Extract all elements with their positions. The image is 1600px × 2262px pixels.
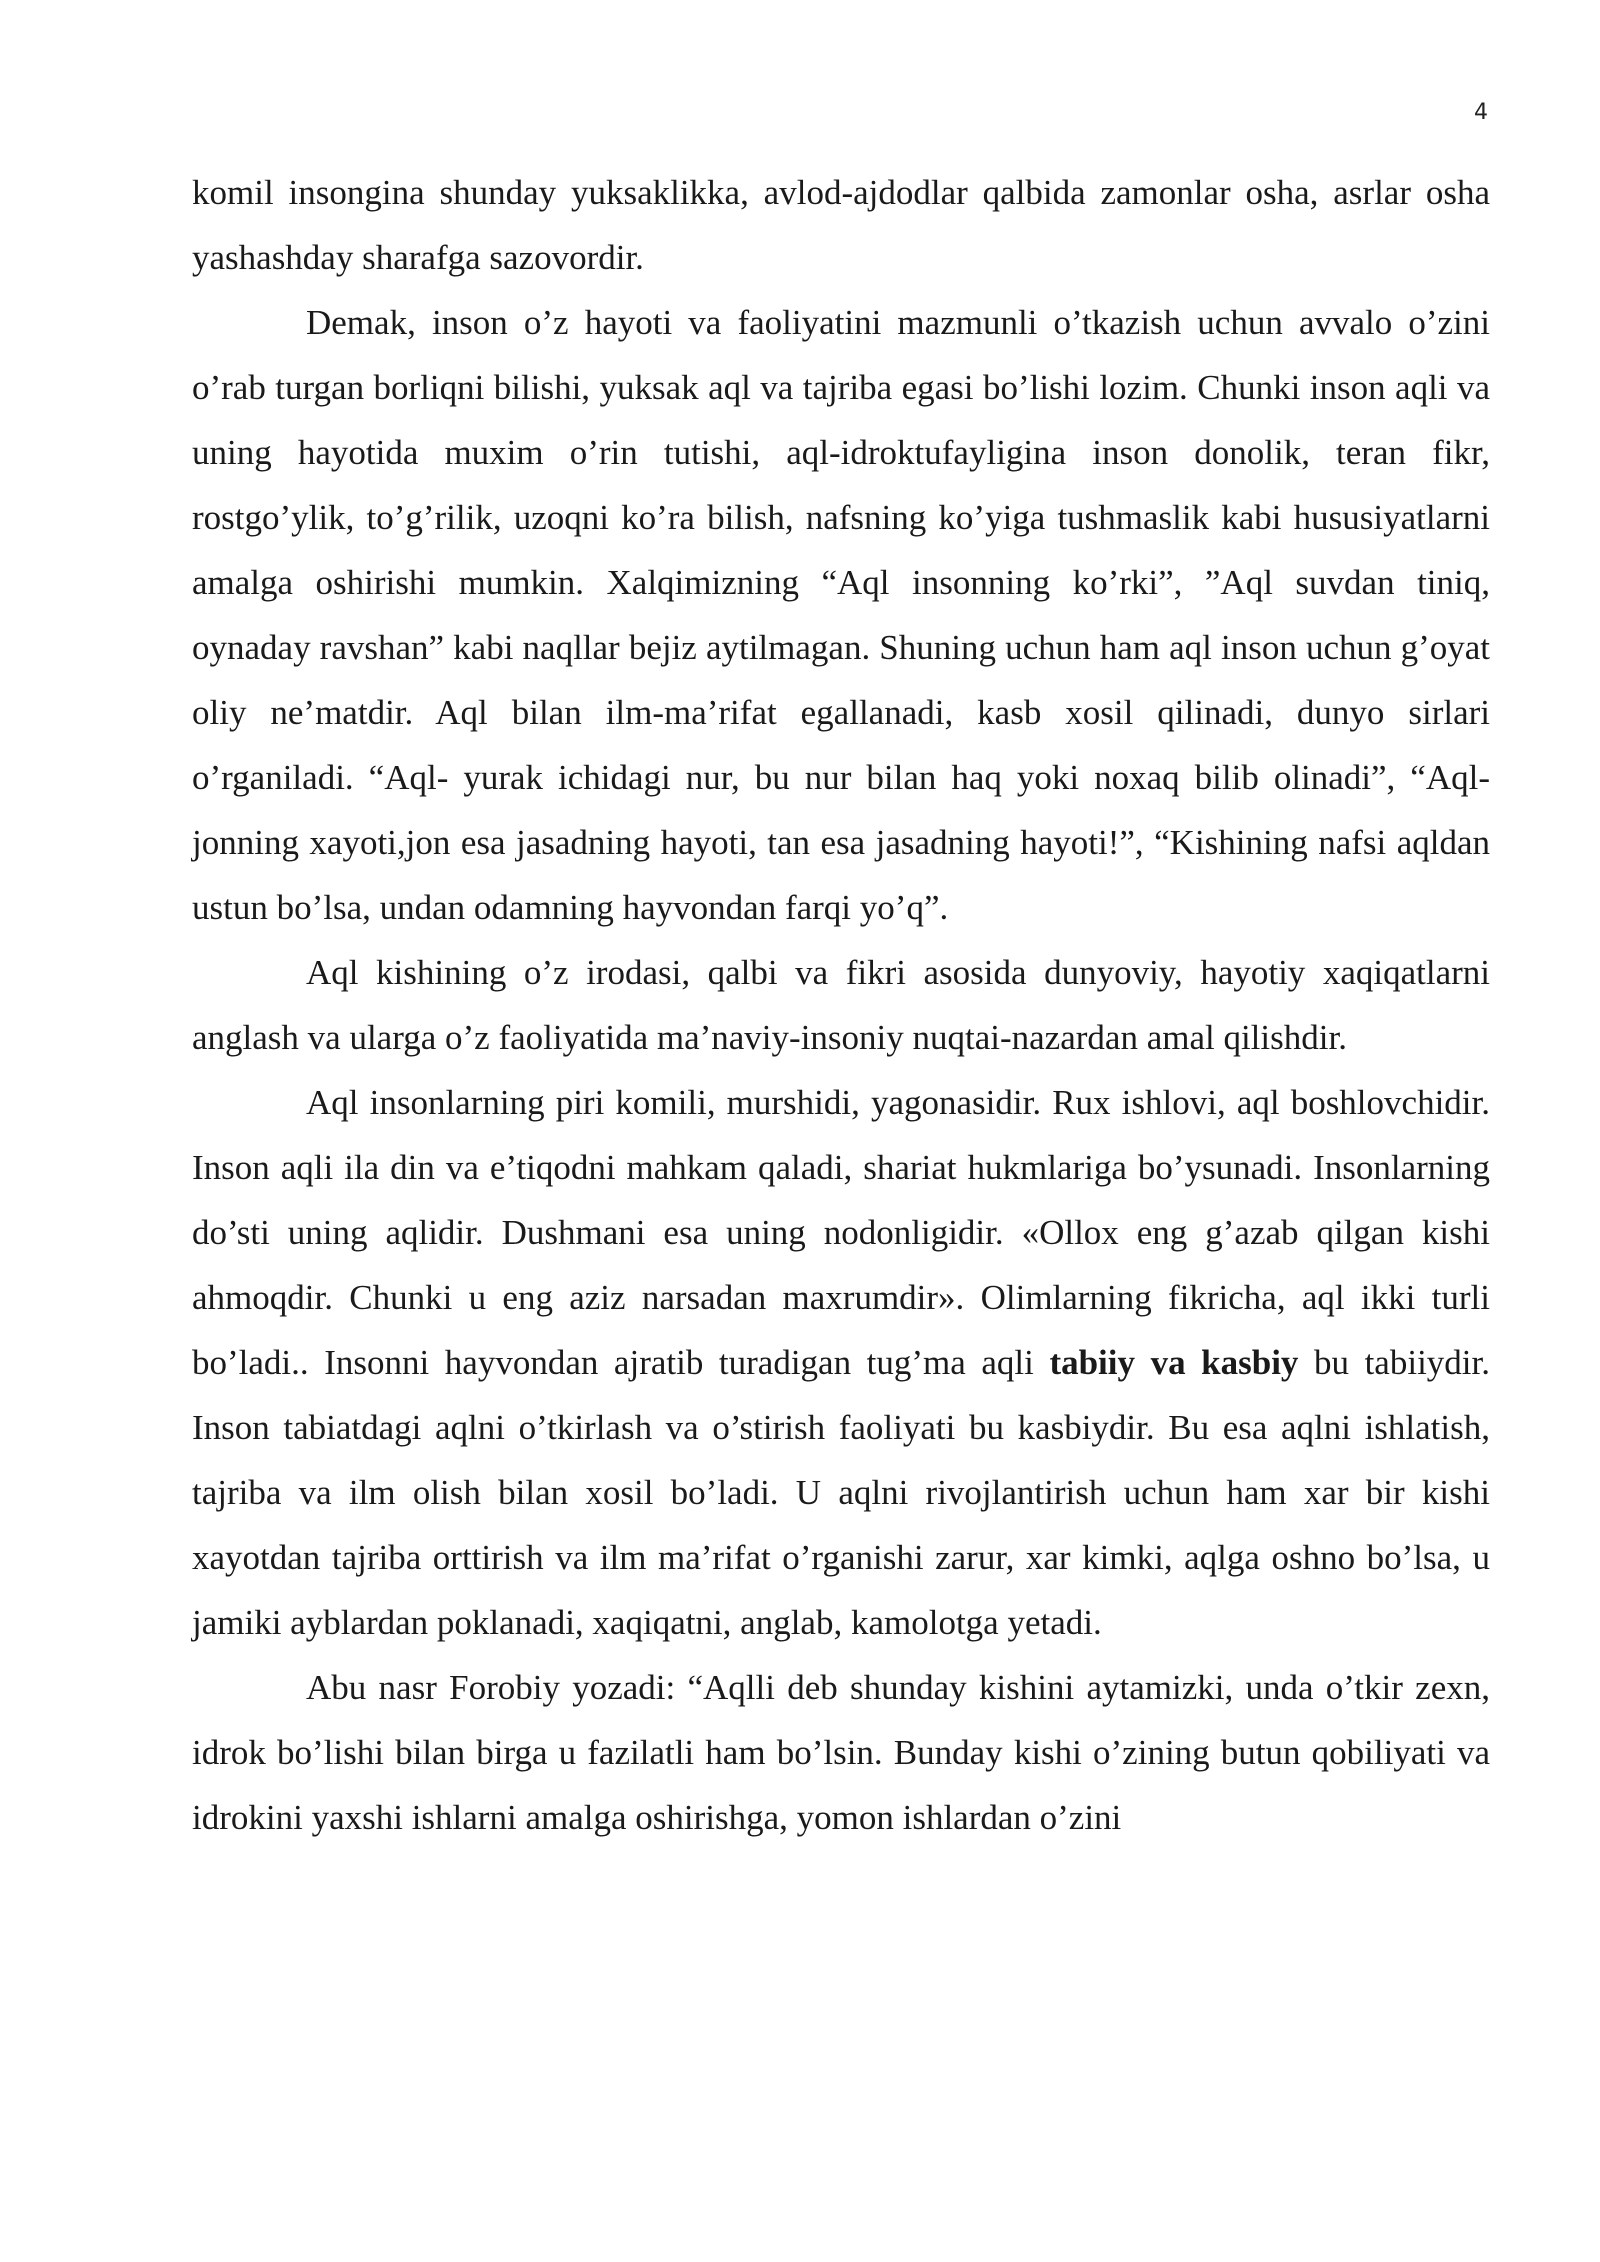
- paragraph-5: Abu nasr Forobiy yozadi: “Aqlli deb shunday kishini aytamizki, unda o’tkir zexn, idrok bo’lishi bilan birga u fazilatli ham bo’lsin. Bunday kishi o’zining butun qobiliyati va idrokini yaxshi ishlarni amalga oshirishga, yomon ishlardan o’zini: [192, 1668, 1490, 1837]
- paragraph-4-text-after: bu tabiiydir. Inson tabiatdagi aqlni o’tkirlash va o’stirish faoliyati bu kasbiydir. Bu esa aqlni ishlatish, tajriba va ilm olish bilan xosil bo’ladi. U aqlni rivojlantirish uchun ham xar bir kishi xayotdan tajriba orttirish va ilm ma’rifat o’rganishi zarur, xar kimki, aqlga oshno bo’lsa, u jamiki ayblardan poklanadi, xaqiqatni, anglab, kamolotga yetadi.: [192, 1343, 1490, 1642]
- bold-term: tabiiy va kasbiy: [1049, 1343, 1299, 1382]
- paragraph-2: Demak, inson o’z hayoti va faoliyatini mazmunli o’tkazish uchun avvalo o’zini o’rab turgan borliqni bilishi, yuksak aql va tajriba egasi bo’lishi lozim. Chunki inson aqli va uning hayotida muxim o’rin tutishi, aql-idroktufayligina inson donolik, teran fikr, rostgo’ylik, to’g’rilik, uzoqni ko’ra bilish, nafsning ko’yiga tushmaslik kabi hususiyatlarni amalga oshirishi mumkin. Xalqimizning “Aql insonning ko’rki”, ”Aql suvdan tiniq, oynaday ravshan” kabi naqllar bejiz aytilmagan. Shuning uchun ham aql inson uchun g’oyat oliy ne’matdir. Aql bilan ilm-ma’rifat egallanadi, kasb xosil qilinadi, dunyo sirlari o’rganiladi. “Aql- yurak ichidagi nur, bu nur bilan haq yoki noxaq bilib olinadi”, “Aql- jonning xayoti,jon esa jasadning hayoti, tan esa jasadning hayoti!”, “Kishining nafsi aqldan ustun bo’lsa, undan odamning hayvondan farqi yo’q”.: [192, 303, 1490, 927]
- paragraph-3: Aql kishining o’z irodasi, qalbi va fikri asosida dunyoviy, hayotiy xaqiqatlarni anglash va ularga o’z faoliyatida ma’naviy-insoniy nuqtai-nazardan amal qilishdir.: [192, 953, 1490, 1057]
- paragraph-4: [192, 1070, 1490, 1655]
- paragraph-4-text-before: Aql insonlarning piri komili, murshidi, yagonasidir. Rux ishlovi, aql boshlovchidir. Inson aqli ila din va e’tiqodni mahkam qaladi, shariat hukmlariga bo’ysunadi. Insonlarning do’sti uning aqlidir. Dushmani esa uning nodonligidir. «Ollox eng g’azab qilgan kishi ahmoqdir. Chunki u eng aziz narsadan maxrumdir». Olimlarning fikricha, aql ikki turli bo’ladi.. Insonni hayvondan ajratib turadigan tug’ma aqli: [192, 1083, 1490, 1382]
- paragraph-1: komil insongina shunday yuksaklikka, avlod-ajdodlar qalbida zamonlar osha, asrlar osha yashashday sharafga sazovordir.: [192, 173, 1490, 277]
- document-body: [192, 160, 1490, 1850]
- page-number: 4: [1474, 100, 1488, 125]
